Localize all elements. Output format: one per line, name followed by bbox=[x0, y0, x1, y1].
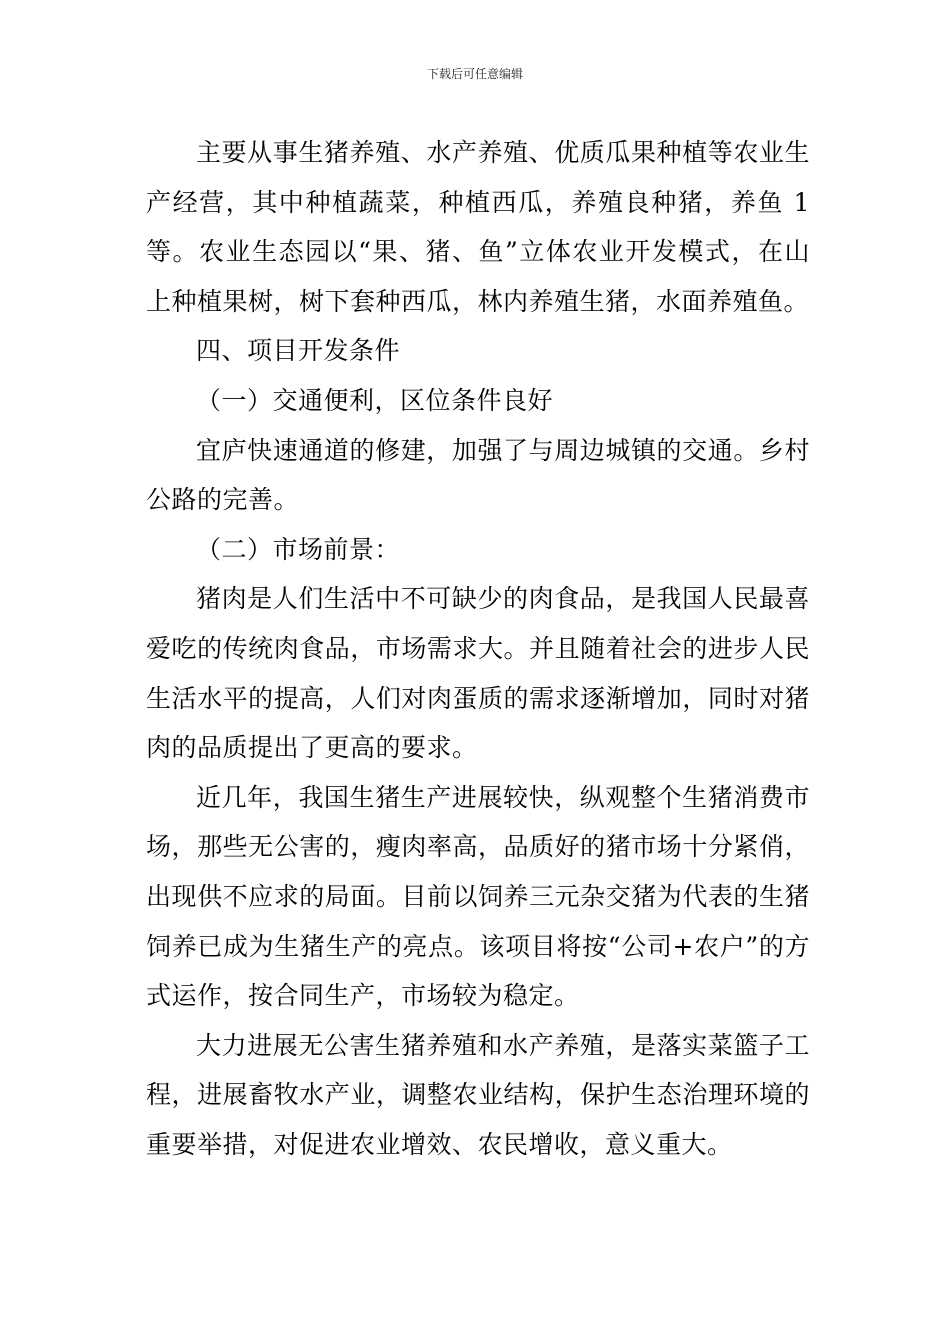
section-heading-development-conditions: 四、项目开发条件 bbox=[196, 336, 401, 366]
subheading-market-outlook: （二）市场前景： bbox=[196, 534, 401, 564]
subheading-transport: （一）交通便利，区位条件良好 bbox=[196, 385, 554, 415]
paragraph-market-trend: 近几年，我国生猪生产进展较快，纵观整个生猪消费市场，那些无公害的，瘦肉率高，品质好的猪市场十分紧俏，出现供不应求的局面。目前以饲养三元杂交猪为代表的生猪饲养已成为生猪生产的亮点。该项目将按“公司+农户”的方式运作，按合同生产，市场较为稳定。 bbox=[146, 782, 810, 1011]
paragraph-pork-demand: 猪肉是人们生活中不可缺少的肉食品，是我国人民最喜爱吃的传统肉食品，市场需求大。并且随着社会的进步人民生活水平的提高，人们对肉蛋质的需求逐渐增加，同时对猪肉的品质提出了更高的要求。 bbox=[146, 584, 810, 763]
paragraph-transport: 宜庐快速通道的修建，加强了与周边城镇的交通。乡村公路的完善。 bbox=[146, 435, 810, 515]
header-note: 下载后可任意编辑 bbox=[426, 67, 523, 81]
paragraph-business-scope: 主要从事生猪养殖、水产养殖、优质瓜果种植等农业生产经营，其中种植蔬菜，种植西瓜，养殖良种猪，养鱼 1 等。农业生态园以“果、猪、鱼”立体农业开发模式，在山上种植果树，树下套种西瓜，林内养殖生猪，水面养殖鱼。 bbox=[146, 138, 810, 316]
document-body bbox=[146, 128, 810, 1169]
paragraph-significance: 大力进展无公害生猪养殖和水产养殖，是落实菜篮子工程，进展畜牧水产业，调整农业结构，保护生态治理环境的重要举措，对促进农业增效、农民增收，意义重大。 bbox=[146, 1030, 810, 1159]
